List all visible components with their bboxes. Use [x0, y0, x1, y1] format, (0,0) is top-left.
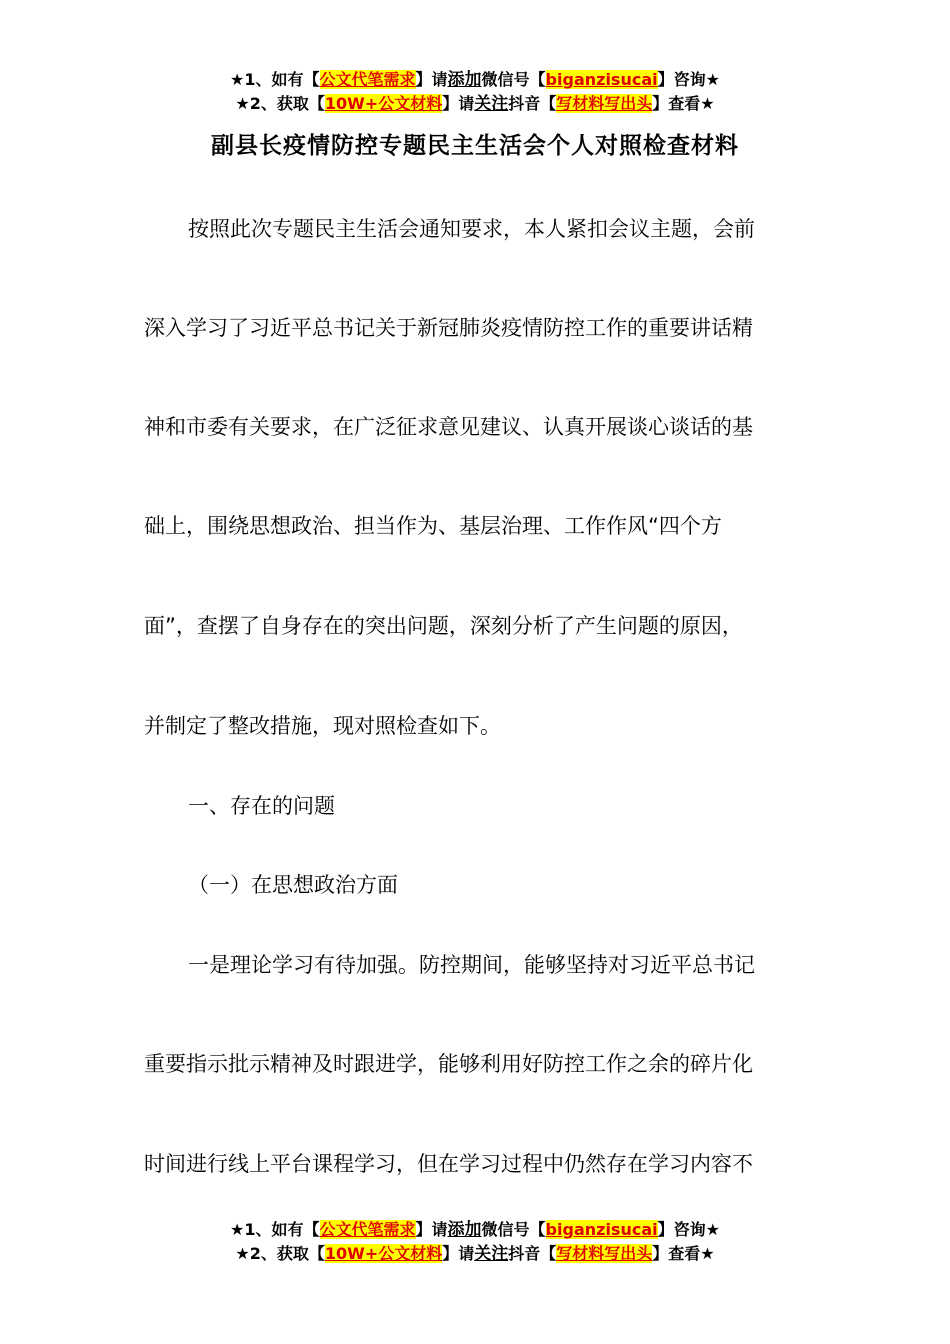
promo-line-1: ★1、如有【公文代笔需求】请添加微信号【biganzisucai】咨询★ — [230, 1220, 720, 1240]
paragraph-line: 深入学习了习近平总书记关于新冠肺炎疫情防控工作的重要讲话精 — [144, 316, 753, 340]
section-heading: 一、存在的问题 — [188, 794, 335, 818]
paragraph-line: 础上，围绕思想政治、担当作为、基层治理、工作作风“四个方 — [144, 514, 722, 538]
highlight-ghostwriting: 公文代笔需求 — [319, 1220, 416, 1239]
highlight-materials: 10W+公文材料 — [324, 94, 443, 113]
promo-banner-top — [0, 68, 950, 116]
highlight-wechat-id: biganzisucai — [545, 70, 658, 89]
paragraph-line: 一是理论学习有待加强。防控期间，能够坚持对习近平总书记 — [188, 953, 755, 977]
document-title: 副县长疫情防控专题民主生活会个人对照检查材料 — [211, 133, 739, 159]
promo-banner-bottom — [0, 1218, 950, 1266]
highlight-materials: 10W+公文材料 — [324, 1244, 443, 1263]
paragraph-line: 并制定了整改措施，现对照检查如下。 — [144, 714, 501, 738]
highlight-ghostwriting: 公文代笔需求 — [319, 70, 416, 89]
paragraph-line: 神和市委有关要求，在广泛征求意见建议、认真开展谈心谈话的基 — [144, 415, 753, 439]
promo-line-2: ★2、获取【10W+公文材料】请关注抖音【写材料写出头】查看★ — [235, 94, 715, 114]
highlight-douyin: 写材料写出头 — [556, 1244, 653, 1263]
highlight-douyin: 写材料写出头 — [556, 94, 653, 113]
promo-line-2: ★2、获取【10W+公文材料】请关注抖音【写材料写出头】查看★ — [235, 1244, 715, 1264]
paragraph-line: 时间进行线上平台课程学习，但在学习过程中仍然存在学习内容不 — [144, 1152, 753, 1176]
promo-line-1: ★1、如有【公文代笔需求】请添加微信号【biganzisucai】咨询★ — [230, 70, 720, 90]
highlight-wechat-id: biganzisucai — [545, 1220, 658, 1239]
subsection-heading: （一）在思想政治方面 — [188, 873, 398, 897]
paragraph-line: 面”，查摆了自身存在的突出问题，深刻分析了产生问题的原因， — [144, 614, 743, 638]
paragraph-line: 重要指示批示精神及时跟进学，能够利用好防控工作之余的碎片化 — [144, 1052, 753, 1076]
paragraph-line: 按照此次专题民主生活会通知要求，本人紧扣会议主题，会前 — [188, 217, 755, 241]
